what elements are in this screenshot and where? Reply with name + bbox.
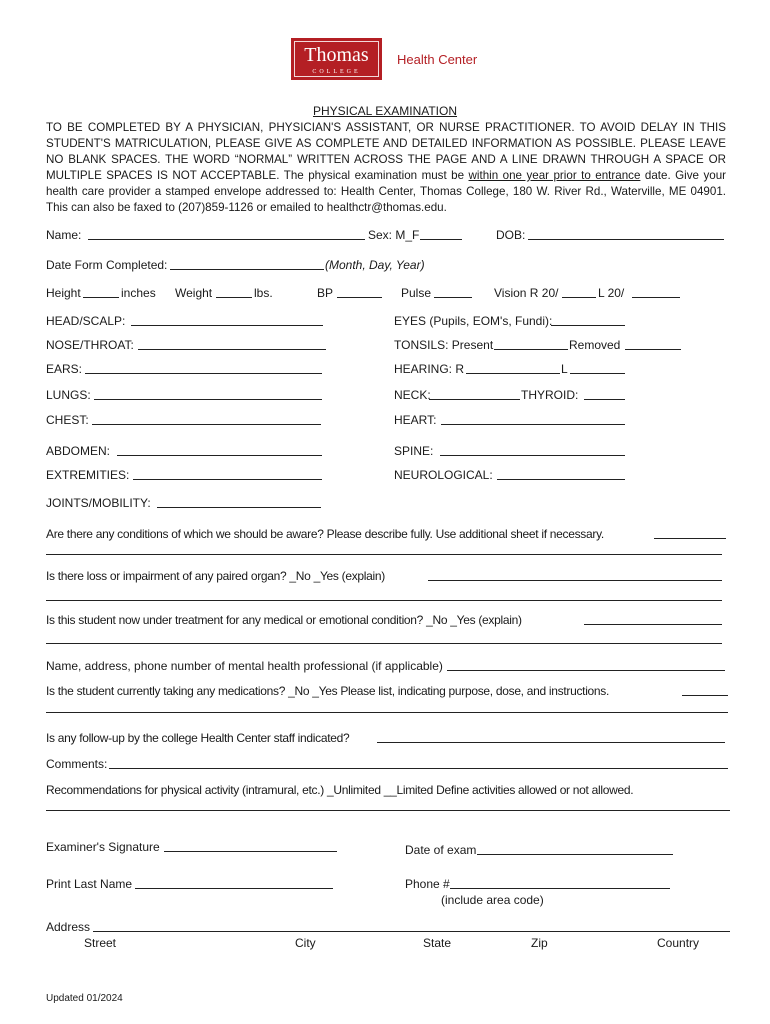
thyroid-label: THYROID: (521, 388, 579, 402)
inches-label: inches (121, 286, 156, 300)
logo-subtitle: COLLEGE (312, 69, 361, 75)
hearing-l-field[interactable] (570, 373, 625, 374)
vision-r-label: Vision R 20/ (494, 286, 559, 300)
date-of-exam-label: Date of exam (405, 843, 477, 857)
lungs-label: LUNGS: (46, 388, 91, 402)
conditions-field-line-2[interactable] (46, 554, 722, 555)
lungs-field[interactable] (94, 399, 322, 400)
street-label: Street (84, 936, 117, 950)
name-label: Name: (46, 228, 82, 242)
neck-label: NECK: (394, 388, 431, 402)
page-title: PHYSICAL EXAMINATION (312, 104, 458, 118)
weight-label: Weight (175, 286, 213, 300)
medications-field-line-2[interactable] (46, 712, 728, 713)
nose-field[interactable] (138, 349, 326, 350)
pulse-label: Pulse (401, 286, 432, 300)
conditions-question: Are there any conditions of which we should be aware? Please describe fully. Use additional sheet if necessary. (46, 527, 604, 541)
ears-field[interactable] (85, 373, 322, 374)
pulse-field[interactable] (434, 297, 472, 298)
neurological-field[interactable] (497, 479, 625, 480)
print-last-name-label: Print Last Name (46, 877, 133, 891)
conditions-field[interactable] (654, 538, 726, 539)
health-center-title: Health Center (397, 52, 478, 67)
comments-field[interactable] (109, 768, 728, 769)
hearing-l-label: L (561, 362, 568, 376)
phone-field[interactable] (450, 888, 670, 889)
city-label: City (295, 936, 316, 950)
tonsils-label: TONSILS: Present (394, 338, 494, 352)
date-completed-field[interactable] (170, 269, 324, 270)
country-label: Country (657, 936, 700, 950)
tonsils-removed-field[interactable] (625, 349, 681, 350)
examiner-signature-label: Examiner's Signature (46, 840, 160, 854)
medications-field[interactable] (682, 695, 728, 696)
nose-label: NOSE/THROAT: (46, 338, 134, 352)
date-format-hint: (Month, Day, Year) (325, 258, 425, 272)
date-completed-label: Date Form Completed: (46, 258, 168, 272)
print-last-name-field[interactable] (135, 888, 333, 889)
date-of-exam-field[interactable] (477, 854, 673, 855)
ears-label: EARS: (46, 362, 83, 376)
joints-field[interactable] (157, 507, 321, 508)
instructions-underlined: within one year prior to entrance (468, 169, 641, 182)
follow-up-field[interactable] (377, 742, 725, 743)
spine-field[interactable] (440, 455, 625, 456)
college-logo (291, 38, 382, 80)
mental-health-field[interactable] (447, 670, 725, 671)
medications-question: Is the student currently taking any medications? _No _Yes Please list, indicating purpose, dose, and instructions. (46, 684, 610, 698)
logo-word: Thomas (304, 44, 369, 66)
address-field[interactable] (93, 931, 730, 932)
instructions-caps: TO BE COMPLETED BY A PHYSICIAN, PHYSICIAN'S ASSISTANT, OR NURSE PRACTITIONER. TO AVOID DELAY IN THIS STUDENT'S MATRICULATION, PLEASE GIVE AS COMPLETE AND DETAILED INFORMATION AS POSSIBLE. PLEASE LEAVE NO BLANK SPACES. THE WORD “NORMAL” WRITTEN ACROSS THE PAGE AND A LINE DRAWN THROUGH A SPACE OR MULTIPLE SPACES IS NOT ACCEPTABLE. (46, 121, 726, 182)
vision-l-label: L 20/ (598, 286, 625, 300)
dob-label: DOB: (496, 228, 526, 242)
recommendations-question: Recommendations for physical activity (intramural, etc.) _Unlimited __Limited Define activities allowed or not allowed. (46, 783, 634, 797)
extremities-field[interactable] (133, 479, 322, 480)
weight-field[interactable] (216, 297, 252, 298)
eyes-label: EYES (Pupils, EOM's, Fundi): (394, 314, 553, 328)
recommendations-field[interactable] (46, 810, 730, 811)
comments-label: Comments: (46, 757, 108, 771)
area-code-hint: (include area code) (441, 893, 544, 907)
examiner-signature-field[interactable] (164, 851, 337, 852)
phone-label: Phone # (405, 877, 450, 891)
removed-label: Removed (569, 338, 621, 352)
instructions-paragraph (46, 120, 726, 216)
instructions-text-a: The physical examination must be (279, 169, 469, 182)
treatment-field-line-2[interactable] (46, 643, 722, 644)
tonsils-present-field[interactable] (494, 349, 568, 350)
logo-border (294, 41, 379, 77)
sex-label: Sex: M_F (368, 228, 420, 242)
state-label: State (423, 936, 452, 950)
bp-label: BP (317, 286, 334, 300)
hearing-r-label: HEARING: R (394, 362, 465, 376)
abdomen-field[interactable] (117, 455, 322, 456)
head-field[interactable] (131, 325, 323, 326)
paired-organ-question: Is there loss or impairment of any paired organ? _No _Yes (explain) (46, 569, 385, 583)
zip-label: Zip (531, 936, 548, 950)
name-field[interactable] (88, 239, 365, 240)
sex-field[interactable] (420, 239, 462, 240)
eyes-field[interactable] (551, 325, 625, 326)
heart-field[interactable] (441, 424, 625, 425)
paired-organ-field[interactable] (428, 580, 722, 581)
chest-label: CHEST: (46, 413, 89, 427)
joints-label: JOINTS/MOBILITY: (46, 496, 151, 510)
head-label: HEAD/SCALP: (46, 314, 126, 328)
vision-r-field[interactable] (562, 297, 596, 298)
lbs-label: lbs. (254, 286, 273, 300)
vision-l-field[interactable] (632, 297, 680, 298)
follow-up-question: Is any follow-up by the college Health Center staff indicated? (46, 731, 350, 745)
dob-field[interactable] (528, 239, 724, 240)
spine-label: SPINE: (394, 444, 434, 458)
neck-field[interactable] (429, 399, 520, 400)
instructions-text-b: date. Give your health care provider a stamped envelope addressed to: Health Center, Thomas College, 180 W. River Rd., Waterville, ME 04901. This can also be faxed to (207)859-1126 or emailed to healthctr@thomas.edu. (46, 169, 726, 214)
chest-field[interactable] (92, 424, 321, 425)
height-field[interactable] (83, 297, 119, 298)
height-label: Height (46, 286, 81, 300)
hearing-r-field[interactable] (466, 373, 560, 374)
bp-field[interactable] (337, 297, 382, 298)
updated-date: Updated 01/2024 (46, 993, 123, 1004)
heart-label: HEART: (394, 413, 437, 427)
neurological-label: NEUROLOGICAL: (394, 468, 493, 482)
thyroid-field[interactable] (584, 399, 625, 400)
abdomen-label: ABDOMEN: (46, 444, 111, 458)
paired-organ-field-line-2[interactable] (46, 600, 722, 601)
treatment-question: Is this student now under treatment for any medical or emotional condition? _No _Yes (explain) (46, 613, 522, 627)
extremities-label: EXTREMITIES: (46, 468, 130, 482)
address-label: Address (46, 920, 91, 934)
treatment-field[interactable] (584, 624, 722, 625)
mental-health-question: Name, address, phone number of mental health professional (if applicable) (46, 659, 443, 673)
